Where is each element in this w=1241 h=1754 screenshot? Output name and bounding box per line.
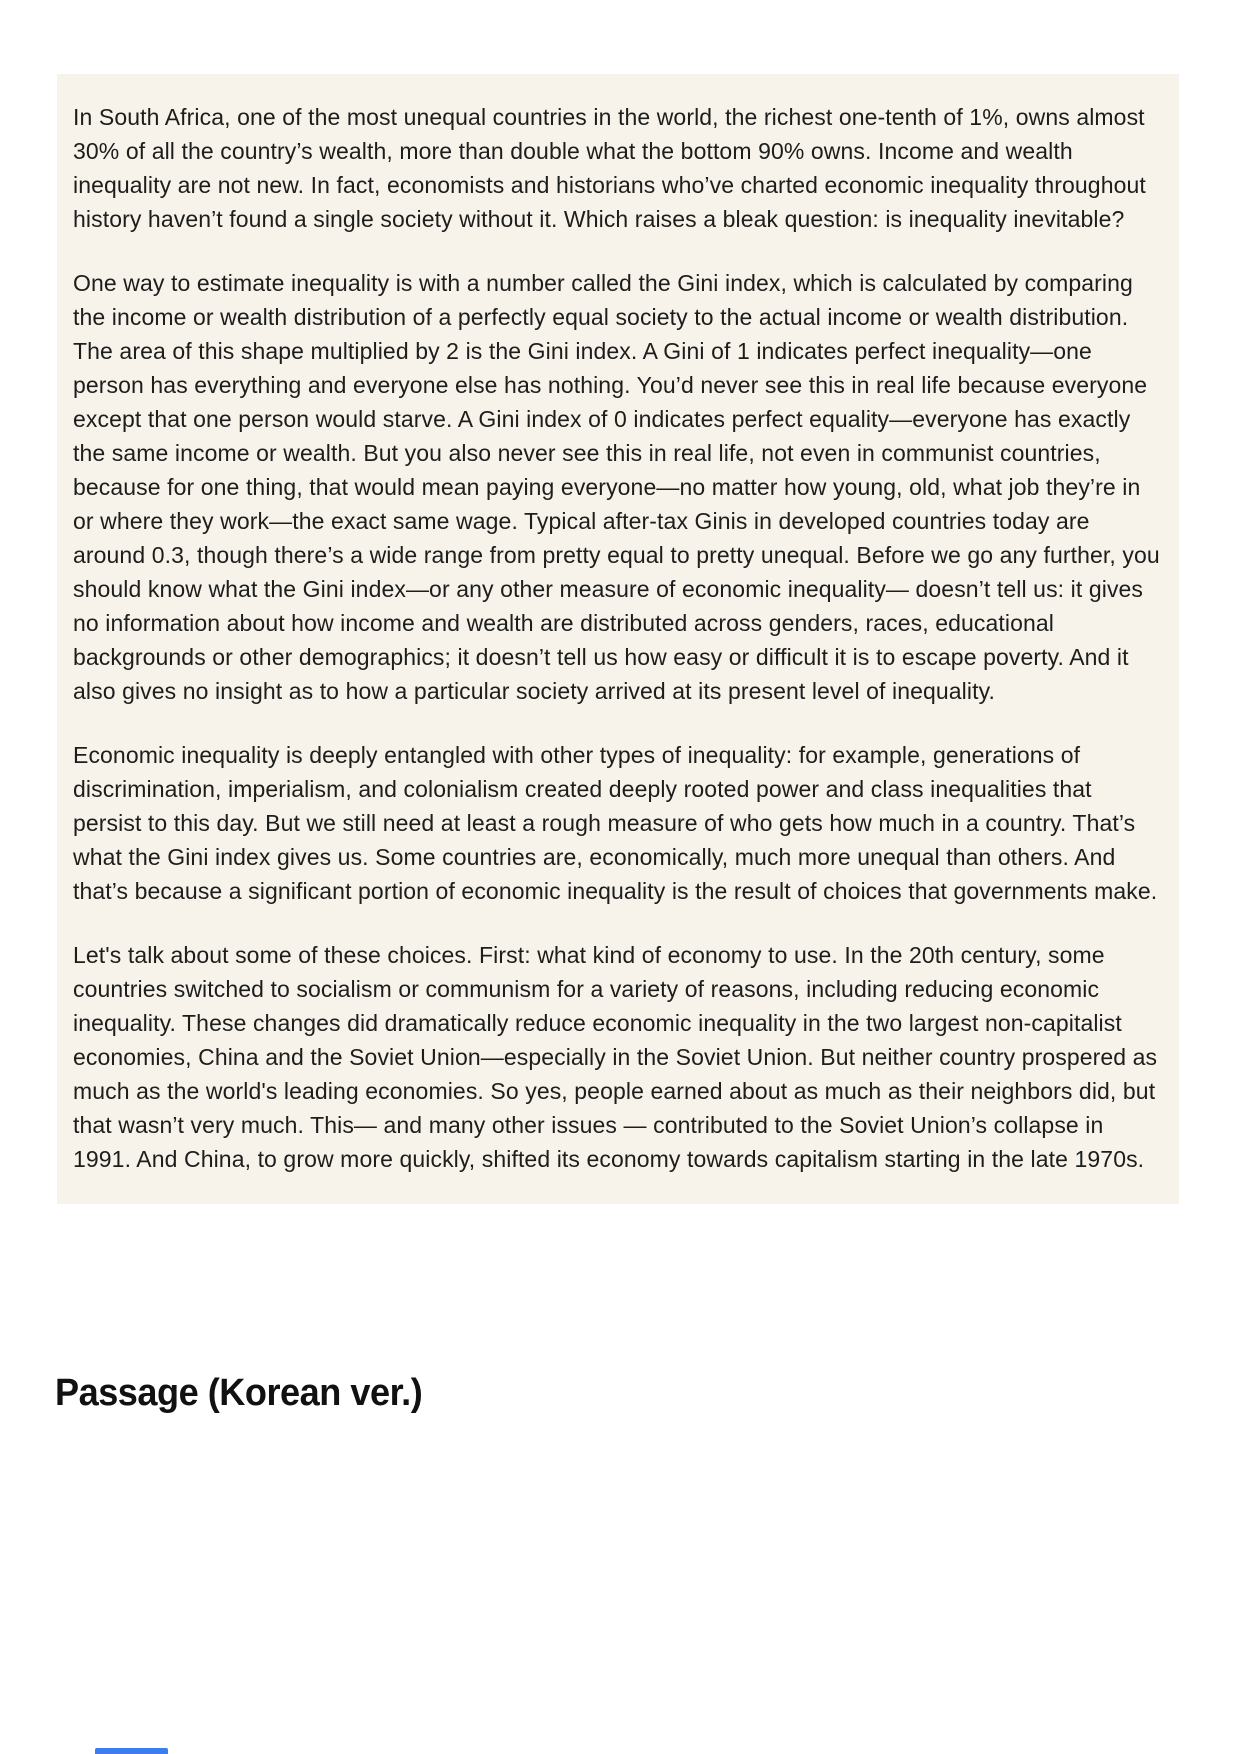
passage-paragraph-1: In South Africa, one of the most unequal countries in the world, the richest one-tenth of 1%, owns almost 30% of all the country’s wealth, more than double what the bottom 90% owns. Income and wealth inequality are not new. In fact, economists and historians who’ve charted economic inequality throughout history haven’t found a single society without it. Which raises a bleak question: is inequality inevitable? (73, 104, 1146, 232)
next-section-peek (95, 1748, 168, 1754)
passage-paragraph-3: Economic inequality is deeply entangled with other types of inequality: for example, generations of discrimination, imperialism, and colonialism created deeply rooted power and class inequalities that persist to this day. But we still need at least a rough measure of who gets how much in a country. That’s what the Gini index gives us. Some countries are, economically, much more unequal than others. And that’s because a significant portion of economic inequality is the result of choices that governments make. (73, 742, 1158, 904)
passage-korean-heading: Passage (Korean ver.) (55, 1372, 423, 1414)
passage-paragraph-2: One way to estimate inequality is with a number called the Gini index, which is calculated by comparing the income or wealth distribution of a perfectly equal society to the actual income or wealth distribution. The area of this shape multiplied by 2 is the Gini index. A Gini of 1 indicates perfect inequality—one person has everything and everyone else has nothing. You’d never see this in real life because everyone except that one person would starve. A Gini index of 0 indicates perfect equality—everyone has exactly the same income or wealth. But you also never see this in real life, not even in communist countries, because for one thing, that would mean paying everyone—no matter how young, old, what job they’re in or where they work—the exact same wage. Typical after-tax Ginis in developed countries today are around 0.3, though there’s a wide range from pretty equal to pretty unequal. Before we go any further, you should know what the Gini index—or any other measure of economic inequality— doesn’t tell us: it gives no information about how income and wealth are distributed across genders, races, educational backgrounds or other demographics; it doesn’t tell us how easy or difficult it is to escape poverty. And it also gives no insight as to how a particular society arrived at its present level of inequality. (73, 270, 1160, 704)
passage-paragraph-4: Let's talk about some of these choices. First: what kind of economy to use. In the 20th century, some countries switched to socialism or communism for a variety of reasons, including reducing economic inequality. These changes did dramatically reduce economic inequality in the two largest non-capitalist economies, China and the Soviet Union—especially in the Soviet Union. But neither country prospered as much as the world's leading economies. So yes, people earned about as much as their neighbors did, but that wasn’t very much. This— and many other issues — contributed to the Soviet Union’s collapse in 1991. And China, to grow more quickly, shifted its economy towards capitalism starting in the late 1970s. (73, 942, 1158, 1172)
passage-english-box (57, 74, 1179, 1204)
